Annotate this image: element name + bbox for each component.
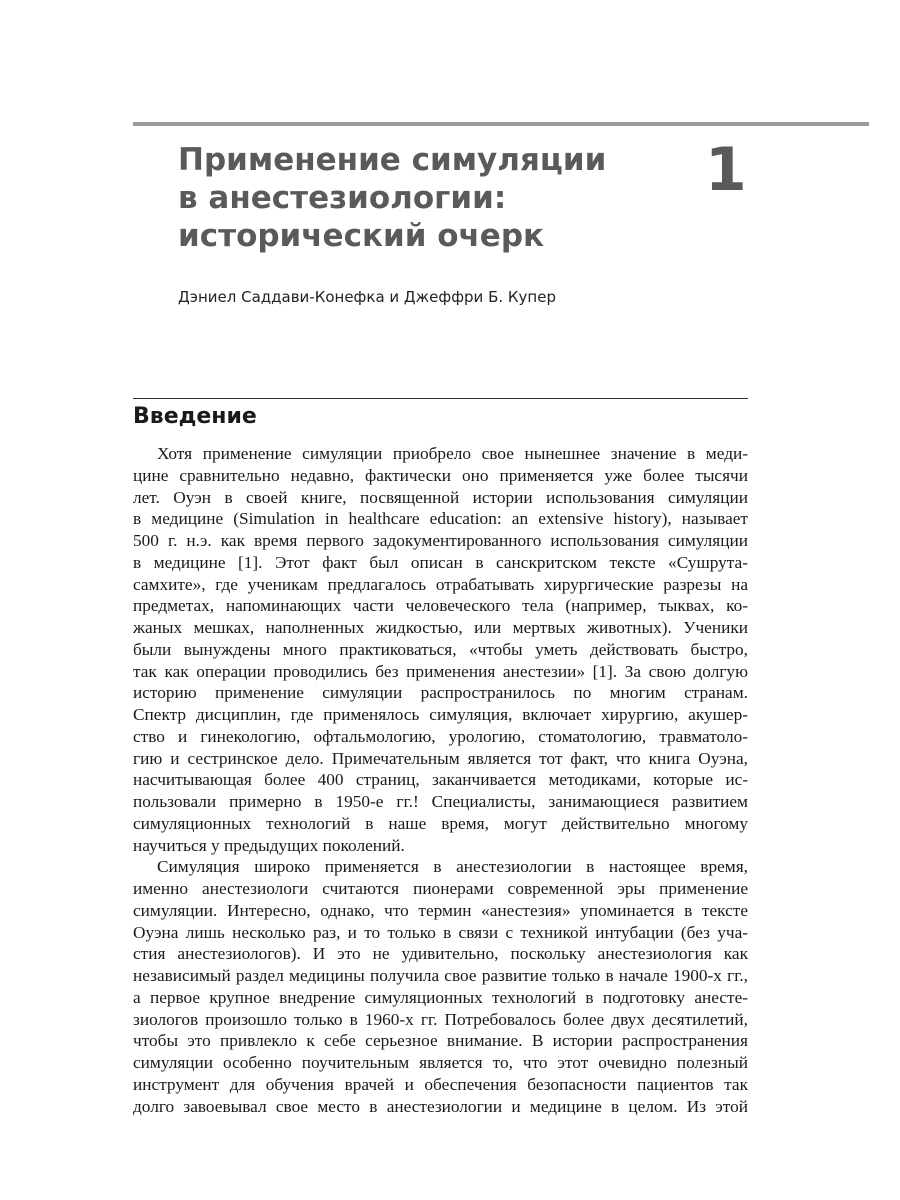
section-heading: Введение xyxy=(133,404,257,429)
body-text xyxy=(133,443,748,1117)
text-line: а первое крупное внедрение симуляционных технологий в подготовку анесте- xyxy=(133,987,748,1007)
text-line: в медицине (Simulation in healthcare education: an extensive history), называет xyxy=(133,509,748,529)
chapter-title-line: в анестезиологии: xyxy=(178,180,507,216)
text-line: 500 г. н.э. как время первого задокументированного использования симуляции xyxy=(133,531,748,550)
text-line: в медицине [1]. Этот факт был описан в санскритском тексте «Сушрута- xyxy=(133,552,748,572)
text-line: были вынуждены много практиковаться, «чтобы уметь действовать быстро, xyxy=(133,639,748,659)
text-line: симуляционных технологий в наше время, могут действительно многому xyxy=(133,813,748,833)
text-line: чтобы это привлекло к себе серьезное внимание. В истории распространения xyxy=(133,1031,748,1051)
chapter-title-line: исторический очерк xyxy=(178,218,545,254)
text-line: ство и гинекологию, офтальмологию, урологию, стоматологию, травматоло- xyxy=(133,726,748,746)
text-line: предметах, напоминающих части человеческого тела (например, тыквах, ко- xyxy=(133,596,748,616)
text-line: инструмент для обучения врачей и обеспечения безопасности пациентов так xyxy=(133,1074,748,1094)
text-line: долго завоевывал свое место в анестезиологии и медицине в целом. Из этой xyxy=(133,1096,748,1116)
text-line: лет. Оуэн в своей книге, посвященной истории использования симуляции xyxy=(133,487,748,507)
chapter-top-rule xyxy=(133,122,869,126)
chapter-title xyxy=(178,141,658,255)
text-line: гию и сестринское дело. Примечательным является тот факт, что книга Оуэна, xyxy=(133,748,748,768)
text-line: цине сравнительно недавно, фактически оно применяется уже более тысячи xyxy=(133,465,748,485)
text-line: насчитывающая более 400 страниц, заканчивается методиками, которые ис- xyxy=(133,770,748,790)
text-line: Симуляция широко применяется в анестезиологии в настоящее время, xyxy=(157,857,748,877)
text-line: зиологов произошло только в 1960-х гг. Потребовалось более двух десятилетий, xyxy=(133,1009,748,1029)
text-line: симуляции особенно поучительным является то, что этот очевидно полезный xyxy=(133,1053,748,1072)
text-line: Оуэна лишь несколько раз, и то только в связи с техникой интубации (без уча- xyxy=(133,922,748,942)
text-line: независимый раздел медицины получила свое развитие только в начале 1900-х гг., xyxy=(133,966,748,985)
text-line: научиться у предыдущих поколений. xyxy=(133,835,405,855)
text-line: историю применение симуляции распространилось по многим странам. xyxy=(133,683,748,703)
section-rule xyxy=(133,398,748,399)
text-line: Хотя применение симуляции приобрело свое нынешнее значение в меди- xyxy=(157,444,748,463)
text-line: симуляции. Интересно, однако, что термин «анестезия» упоминается в тексте xyxy=(133,900,748,920)
text-line: жаных мешках, наполненных жидкостью, или мертвых животных). Ученики xyxy=(133,618,748,637)
text-line: самхите», где ученикам предлагалось отрабатывать хирургические разрезы на xyxy=(133,574,748,594)
paragraph-1 xyxy=(133,443,748,856)
text-line: так как операции проводились без применения анестезии» [1]. За свою долгую xyxy=(133,661,748,681)
text-line: стия анестезиологов). И это не удивительно, поскольку анестезиология как xyxy=(133,944,748,964)
text-line: именно анестезиологи считаются пионерами современной эры применение xyxy=(133,879,748,898)
text-line: пользовали примерно в 1950-е гг.! Специалисты, занимающиеся развитием xyxy=(133,792,748,811)
text-line: Спектр дисциплин, где применялось симуляция, включает хирургию, акушер- xyxy=(133,705,748,724)
paragraph-2 xyxy=(133,856,748,1117)
chapter-authors: Дэниел Саддави-Конефка и Джеффри Б. Купер xyxy=(178,288,556,306)
chapter-title-line: Применение симуляции xyxy=(178,142,607,178)
chapter-number: 1 xyxy=(705,135,747,205)
